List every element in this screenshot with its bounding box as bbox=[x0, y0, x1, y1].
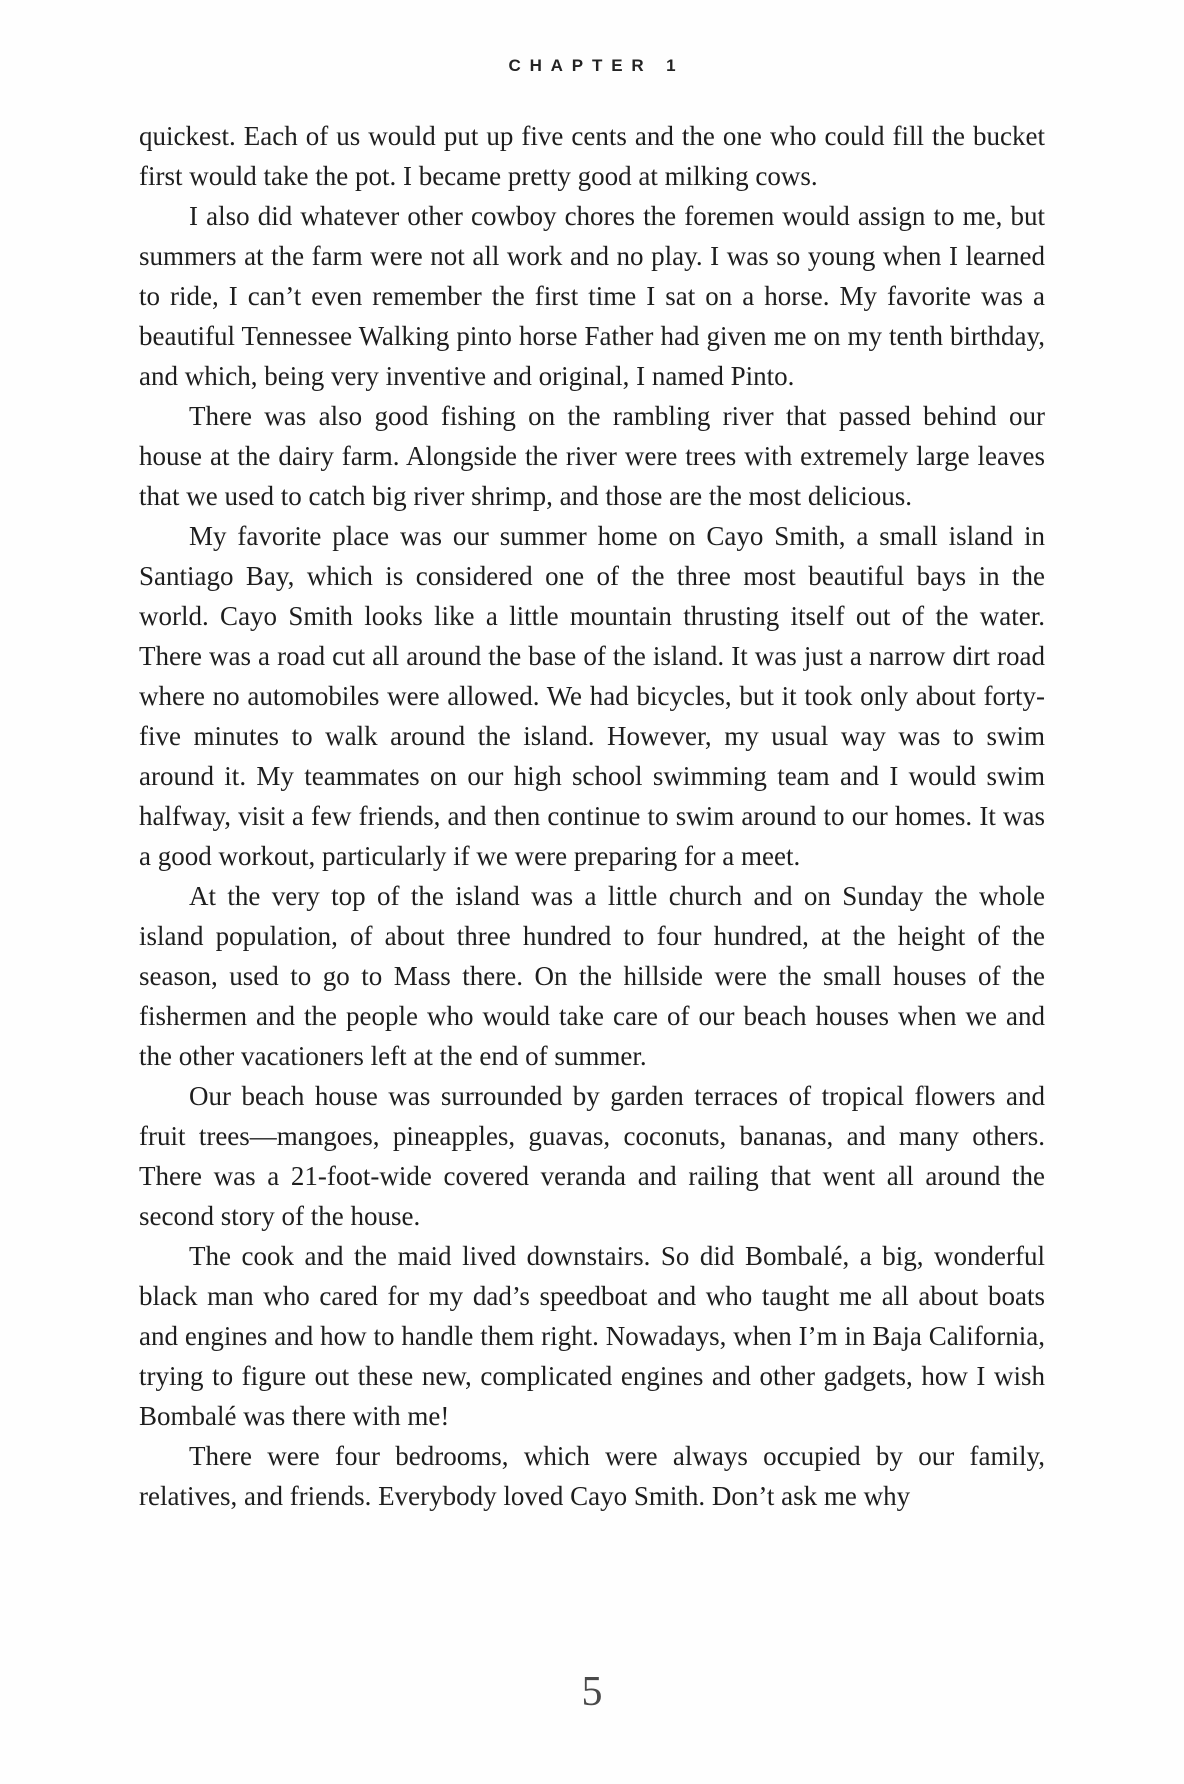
body-paragraph: The cook and the maid lived downstairs. So did Bombalé, a big, wonderful black man who cared for my dad’s speedboat and who taught me all about boats and engines and how to handle them right. Nowadays, when I’m in Baja California, trying to figure out these new, complicated engines and other gadgets, how I wish Bombalé was there with me! bbox=[139, 1241, 1045, 1431]
body-text-column bbox=[139, 116, 1045, 1516]
body-paragraph: Our beach house was surrounded by garden terraces of tropical flowers and fruit trees—mangoes, pineapples, guavas, coconuts, bananas, and many others. There was a 21-foot-wide covered veranda and railing that went all around the second story of the house. bbox=[139, 1081, 1045, 1231]
body-paragraph: At the very top of the island was a little church and on Sunday the whole island population, of about three hundred to four hundred, at the height of the season, used to go to Mass there. On the hillside were the small houses of the fishermen and the people who would take care of our beach houses when we and the other vacationers left at the end of summer. bbox=[139, 881, 1045, 1071]
page-number: 5 bbox=[581, 1669, 603, 1715]
body-paragraph: There was also good fishing on the rambling river that passed behind our house at the dairy farm. Alongside the river were trees with extremely large leaves that we used to catch big river shrimp, and those are the most delicious. bbox=[139, 401, 1045, 511]
body-paragraph: quickest. Each of us would put up five cents and the one who could fill the bucket first would take the pot. I became pretty good at milking cows. bbox=[139, 121, 1045, 191]
body-paragraph: There were four bedrooms, which were always occupied by our family, relatives, and friends. Everybody loved Cayo Smith. Don’t ask me why bbox=[139, 1441, 1045, 1511]
chapter-header: CHAPTER 1 bbox=[508, 56, 685, 75]
body-paragraph: I also did whatever other cowboy chores the foremen would assign to me, but summers at the farm were not all work and no play. I was so young when I learned to ride, I can’t even remember the first time I sat on a horse. My favorite was a beautiful Tennessee Walking pinto horse Father had given me on my tenth birthday, and which, being very inventive and original, I named Pinto. bbox=[139, 201, 1045, 391]
body-paragraph: My favorite place was our summer home on Cayo Smith, a small island in Santiago Bay, which is considered one of the three most beautiful bays in the world. Cayo Smith looks like a little mountain thrusting itself out of the water. There was a road cut all around the base of the island. It was just a narrow dirt road where no automobiles were allowed. We had bicycles, but it took only about forty-five minutes to walk around the island. However, my usual way was to swim around it. My teammates on our high school swimming team and I would swim halfway, visit a few friends, and then continue to swim around to our homes. It was a good workout, particularly if we were preparing for a meet. bbox=[139, 521, 1045, 871]
